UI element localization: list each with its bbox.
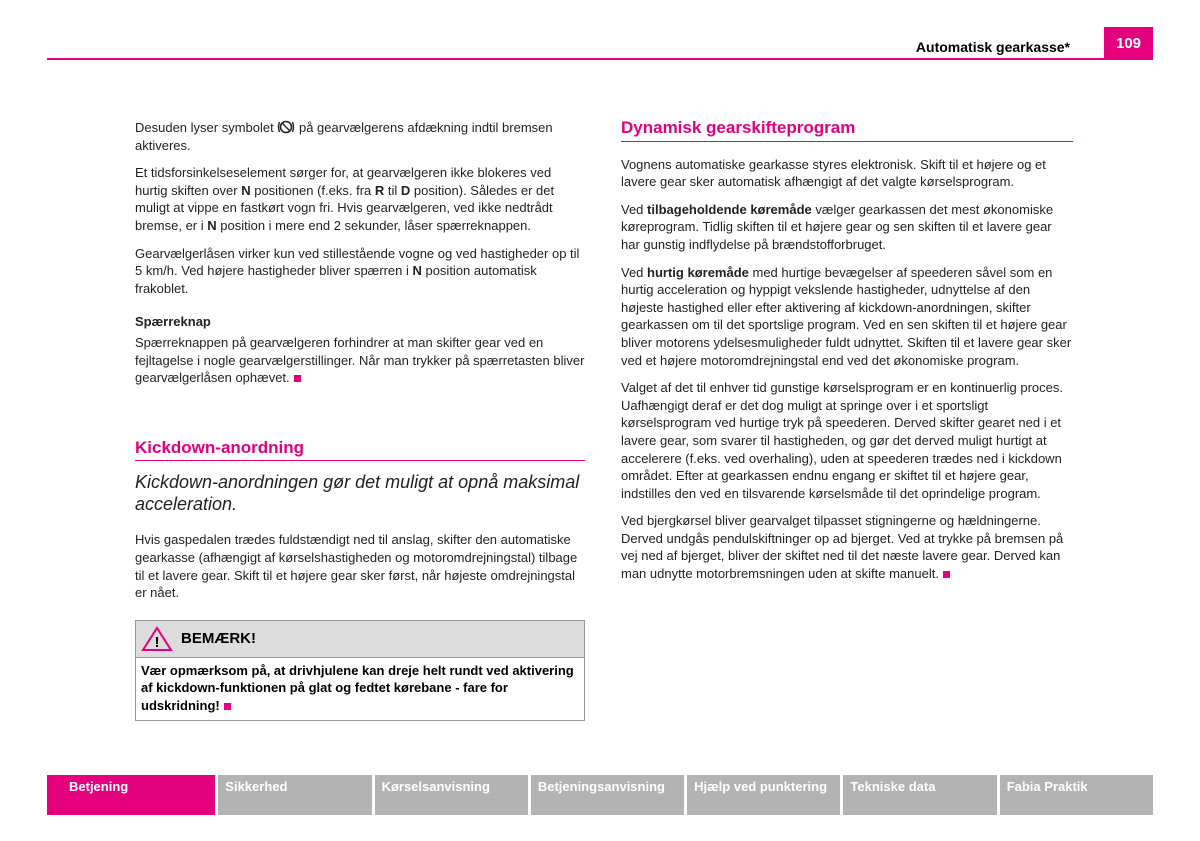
paragraph: Ved tilbageholdende køremåde vælger gearkassen det mest økonomiske køreprogram. Tidlig skiften til et højere gear og sen skiften til et lavere gear har gunstig indflydelse på brændstofforbruget.	[621, 201, 1054, 252]
warning-note	[135, 620, 585, 722]
tab-sikkerhed[interactable]: Sikkerhed	[218, 775, 371, 815]
tab-fabia-praktik[interactable]: Fabia Praktik	[1000, 775, 1153, 815]
warning-note-body: Vær opmærksom på, at drivhjulene kan dreje helt rundt ved aktivering af kickdown-funktionen på glat og fedtet kørebane - fare for udskridning!	[141, 662, 574, 713]
paragraph: Ved bjergkørsel bliver gearvalget tilpasset stigningerne og hældningerne. Derved undgås pendulskiftninger op ad bjerget. Ved at trykke på bremsen på vej ned af bjerget, bliver der skiftet ned til det næste lavere gear. Derved kan man udnytte motorbremsningen uden at skifte manuelt.	[621, 513, 1064, 582]
warning-note-title: BEMÆRK!	[181, 629, 256, 647]
warning-note-header	[136, 621, 584, 658]
paragraph: Et tidsforsinkelseselement sørger for, at gearvælgeren ikke blokeres ved hurtig skiften over N positionen (f.eks. fra R til D position). Således er det muligt at vippe en fastkørt vogn fri. Hvis gearvælgeren, ved ikke nedtrådt bremse, er i N position i mere end 2 sekunder, låser spærreknappen.	[135, 165, 555, 233]
tab-korselsanvisning[interactable]: Kørselsanvisning	[375, 775, 528, 815]
brake-pedal-symbol-icon	[277, 120, 295, 134]
page-number: 109	[1104, 27, 1153, 60]
subheading: Spærreknap	[135, 314, 211, 330]
footer-nav	[47, 775, 1153, 815]
tab-betjening[interactable]: Betjening	[47, 775, 215, 815]
end-mark-icon	[943, 571, 950, 578]
end-mark-icon	[224, 703, 231, 710]
paragraph: Hvis gaspedalen trædes fuldstændigt ned til anslag, skifter den automatiske gearkasse (afhængigt af kørselshastigheden og motoromdrejningstal) tilbage til et lavere gear. Skift til et højere gear sker først, når højeste omdrejningstal er nået.	[135, 532, 578, 601]
section-heading: Kickdown-anordning	[135, 439, 585, 462]
paragraph: Desuden lyser symbolet på gearvælgerens afdækning indtil bremsen aktiveres.	[135, 120, 553, 153]
chapter-title: Automatisk gearkasse*	[915, 39, 1070, 55]
end-mark-icon	[294, 375, 301, 382]
warning-triangle-icon	[141, 626, 173, 652]
tab-betjeningsanvisning[interactable]: Betjeningsanvisning	[531, 775, 684, 815]
header-rule	[47, 58, 1153, 60]
paragraph: Gearvælgerlåsen virker kun ved stillestående vogne og ved hastigheder op til 5 km/h. Ved højere hastigheder bliver spærren i N position automatisk frakoblet.	[135, 245, 580, 296]
lead-text: Kickdown-anordningen gør det muligt at opnå maksimal acceleration.	[135, 472, 580, 515]
tab-tekniske-data[interactable]: Tekniske data	[843, 775, 996, 815]
svg-text:!: !	[154, 633, 160, 651]
paragraph: Ved hurtig køremåde med hurtige bevægelser af speederen såvel som en hurtig acceleration og hyppigt vekslende hastigheder, udnyttelse af den højeste hastighed eller efter aktivering af kickdown-anordningen, skifter gearkassen om til det sportslige program. Ved en sen skiften til et højere gear bliver motorens ydelsesmuligheder fuldt udnyttet. Skiften til et lavere gear sker ved et højere motoromdrejningstal end ved det økonomiske program.	[621, 264, 1072, 368]
section-heading: Dynamisk gearskifteprogram	[621, 119, 1073, 142]
paragraph: Valget af det til enhver tid gunstige kørselsprogram er en kontinuerlig proces. Uafhængigt deraf er det dog muligt at springe over i et sportsligt kørselsprogram ved hurtige tryk på speederen. Derved skifter gearet ned i et lavere gear, som svarer til hastigheden, og gør det derved muligt hurtigt at accelerere (f.eks. ved overhaling), uden at speederen trædes ned i kickdown området. Efter at gearkassen endnu engang er skiftet til et højere gear, indstilles den ved en tilsvarende kørselsmåde til det oprindelige program.	[621, 380, 1063, 501]
paragraph: Spærreknappen på gearvælgeren forhindrer at man skifter gear ved en fejltagelse i nogle gearvælgerstillinger. Når man trykker på spærretasten bliver gearvælgerlåsen ophævet.	[135, 334, 585, 386]
tab-hjaelp-ved-punktering[interactable]: Hjælp ved punktering	[687, 775, 840, 815]
left-column	[135, 119, 585, 721]
paragraph: Vognens automatiske gearkasse styres elektronisk. Skift til et højere og et lavere gear sker automatisk afhængigt af det valgte kørselsprogram.	[621, 156, 1046, 190]
right-column	[621, 119, 1073, 593]
